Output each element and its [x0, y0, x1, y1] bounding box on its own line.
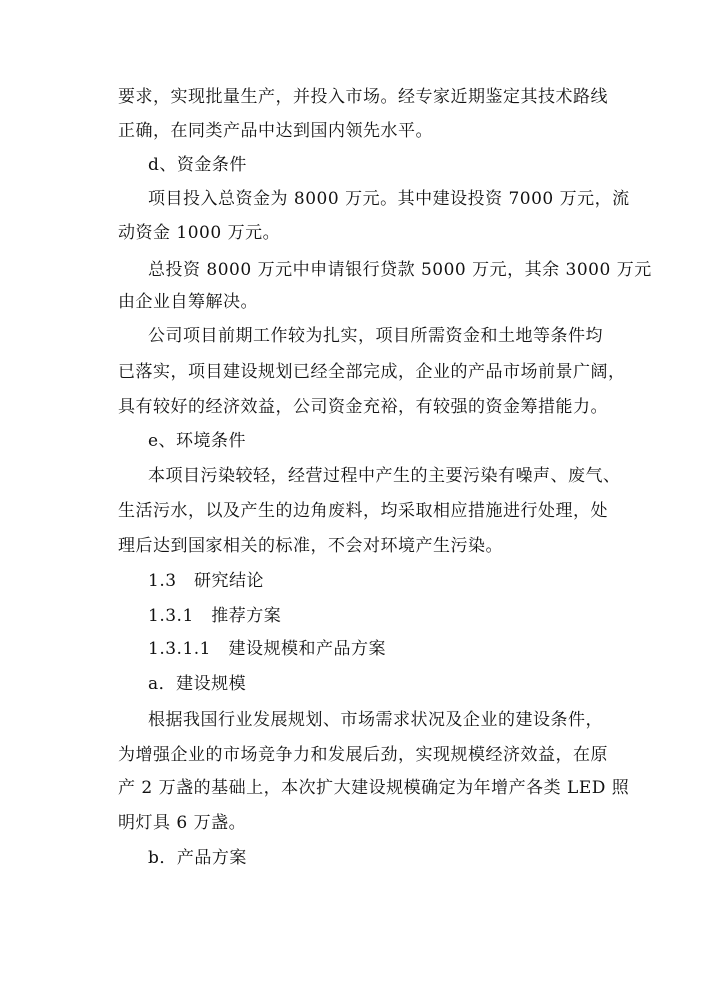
- section-heading-funding: d、资金条件: [148, 155, 247, 175]
- body-text-line: 公司项目前期工作较为扎实，项目所需资金和土地等条件均: [148, 326, 603, 346]
- section-heading-conclusion: 1.3 研究结论: [148, 571, 265, 591]
- body-text-line: 由企业自筹解决。: [118, 292, 258, 312]
- body-text-line: 本项目污染较轻，经营过程中产生的主要污染有噪声、废气、: [148, 466, 621, 486]
- body-text-line: 动资金 1000 万元。: [118, 223, 281, 243]
- body-text-line: 项目投入总资金为 8000 万元。其中建设投资 7000 万元，流: [148, 189, 630, 209]
- section-heading-construction-scale: a．建设规模: [148, 674, 247, 694]
- body-text-line: 明灯具 6 万盏。: [118, 813, 247, 833]
- body-text-line: 产 2 万盏的基础上，本次扩大建设规模确定为年增产各类 LED 照: [118, 778, 630, 798]
- body-text-line: 具有较好的经济效益，公司资金充裕，有较强的资金筹措能力。: [118, 397, 608, 417]
- body-text-line: 正确，在同类产品中达到国内领先水平。: [118, 121, 433, 141]
- body-text-line: 根据我国行业发展规划、市场需求状况及企业的建设条件，: [148, 710, 603, 730]
- body-text-line: 总投资 8000 万元中申请银行贷款 5000 万元，其余 3000 万元: [148, 260, 652, 280]
- section-heading-environment: e、环境条件: [148, 431, 247, 451]
- body-text-line: 理后达到国家相关的标准，不会对环境产生污染。: [118, 536, 503, 556]
- body-text-line: 要求，实现批量生产，并投入市场。经专家近期鉴定其技术路线: [118, 87, 608, 107]
- body-text-line: 为增强企业的市场竞争力和发展后劲，实现规模经济效益，在原: [118, 745, 608, 765]
- section-heading-product-plan: b．产品方案: [148, 848, 247, 868]
- body-text-line: 生活污水，以及产生的边角废料，均采取相应措施进行处理，处: [118, 501, 608, 521]
- section-heading-scale-and-products: 1.3.1.1 建设规模和产品方案: [148, 639, 386, 659]
- body-text-line: 已落实，项目建设规划已经全部完成，企业的产品市场前景广阔，: [118, 362, 626, 382]
- section-heading-recommended-plan: 1.3.1 推荐方案: [148, 606, 282, 626]
